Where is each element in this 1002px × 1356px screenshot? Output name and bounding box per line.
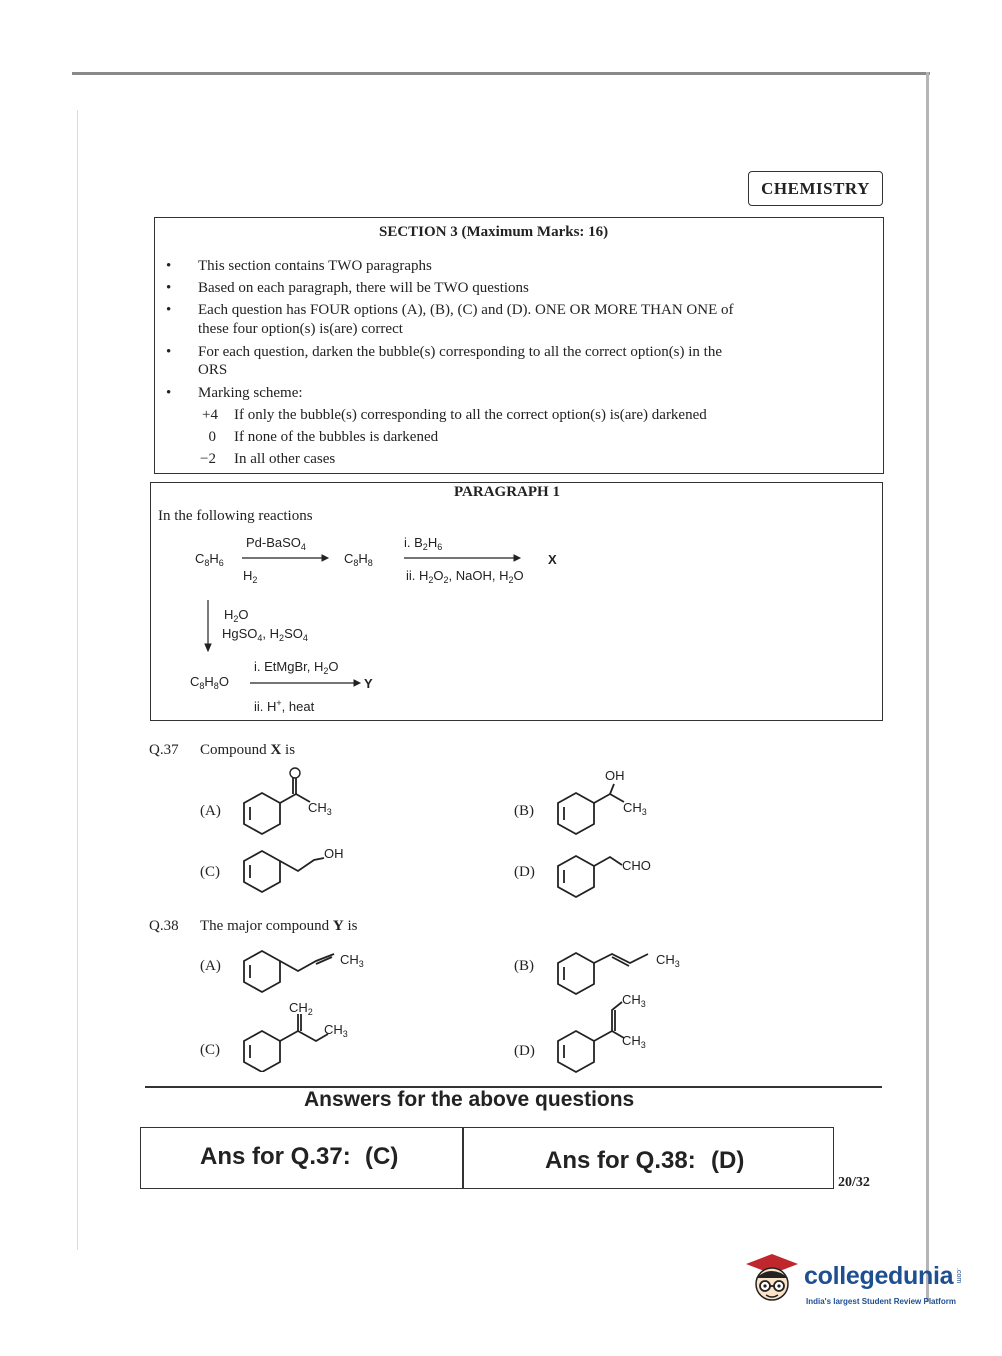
svg-text:OH: OH [324,846,344,861]
reaction-scheme [150,525,580,720]
svg-text:C8H8O: $C_8H_8O$ [190,674,229,691]
svg-text:CH2: $CH_2$ [289,1000,313,1017]
q37-option-a-structure [236,764,346,844]
svg-text:CH3: $CH_3$ [622,1033,646,1050]
q37-stem: Compound X is [200,742,296,758]
svg-text:CH3: $CH_3$ [656,952,680,969]
svg-text:CH3: $CH_3$ [308,800,332,817]
q38-option-d-label: (D) [514,1043,535,1059]
instruction-3-cont: these four option(s) is(are) correct [198,321,403,337]
svg-text:X: X [548,552,557,567]
brand-tagline: India's largest Student Review Platform [806,1297,956,1306]
instruction-4-cont: ORS [198,362,228,378]
top-rule [72,72,930,75]
q37-option-c-structure [236,840,356,900]
q37-option-a-label: (A) [200,803,221,819]
q37-option-d-label: (D) [514,864,535,880]
bullet-3: • [166,302,172,318]
q38-option-b-label: (B) [514,958,534,974]
instruction-4: For each question, darken the bubble(s) corresponding to all the correct option(s) in the [198,344,723,360]
bullet-5: • [166,385,172,401]
right-rule [926,72,929,1302]
svg-text:ii. H2O2, NaOH, H2O: ii. $H_2O_2$, NaOH, $H_2O$ [406,568,524,585]
svg-text:i. B2H6: i. $B_2H_6$ [404,535,443,552]
q38-option-d-structure [550,988,680,1074]
left-rule [77,110,78,1250]
svg-text:H2O: $H_2O$ [224,607,249,624]
svg-text:ii. H+, heat: ii. H+, heat [254,698,315,714]
mark-minus2: −2 [200,451,216,467]
collegedunia-mascot-icon [742,1252,802,1308]
mark-minus2-text: In all other cases [234,451,336,467]
q38-number: Q.38 [149,918,179,934]
svg-text:OH: OH [605,768,625,783]
q38-option-c-structure [236,996,366,1072]
answer-q38-value: (D) [711,1147,745,1174]
svg-text:i. EtMgBr, H2O: i. EtMgBr, $H_2O$ [254,659,339,676]
q38-option-c-label: (C) [200,1042,220,1058]
instruction-1: This section contains TWO paragraphs [198,258,432,274]
brand-name: collegedunia [804,1262,954,1290]
q37-number: Q.37 [149,742,179,758]
svg-text:Pd-BaSO4: Pd-BaSO$_4$ [246,535,306,552]
instruction-3: Each question has FOUR options (A), (B), (C) and (D). ONE OR MORE THAN ONE of [198,302,734,318]
bullet-1: • [166,258,172,274]
bullet-4: • [166,344,172,360]
answer-q37-value: (C) [365,1143,399,1170]
instruction-2: Based on each paragraph, there will be TWO questions [198,280,529,296]
section-title: SECTION 3 (Maximum Marks: 16) [379,224,609,240]
subject-badge: CHEMISTRY [748,171,883,206]
q37-option-c-label: (C) [200,864,220,880]
svg-text:CH3: $CH_3$ [340,952,364,969]
svg-text:H2: $H_2$ [243,568,258,585]
svg-text:Y: Y [364,676,373,691]
svg-text:CH3: $CH_3$ [324,1022,348,1039]
svg-text:HgSO4, H2SO4: HgSO$_4$, $H_2SO_4$ [222,626,308,643]
q38-stem: The major compound Y is [200,918,358,934]
q38-option-a-structure [236,940,386,1000]
answers-heading: Answers for the above questions [304,1088,635,1111]
mark-plus4: +4 [202,407,218,423]
instruction-5: Marking scheme: [198,385,303,401]
brand-suffix: .com [955,1268,962,1284]
paragraph-intro: In the following reactions [158,508,313,524]
svg-text:CH3: $CH_3$ [623,800,647,817]
answers-table-divider [462,1127,464,1189]
mark-zero: 0 [208,429,216,445]
svg-text:CH3: $CH_3$ [622,992,646,1009]
mark-zero-text: If none of the bubbles is darkened [234,429,439,445]
q37-option-d-structure [550,845,670,905]
mark-plus4-text: If only the bubble(s) corresponding to all the correct option(s) is(are) darkened [234,407,707,423]
svg-text:C8H6: $C_8H_6$ [195,551,224,568]
answer-q38-label: Ans for Q.38: [545,1147,696,1174]
bullet-2: • [166,280,172,296]
q37-option-b-label: (B) [514,803,534,819]
svg-text:C8H8: $C_8H_8$ [344,551,373,568]
paragraph-title: PARAGRAPH 1 [454,484,560,500]
answer-q37-label: Ans for Q.37: [200,1143,351,1170]
page-number: 20/32 [838,1175,870,1190]
q38-option-a-label: (A) [200,958,221,974]
svg-text:CHO: CHO [622,858,651,873]
q37-option-b-structure [550,764,670,844]
